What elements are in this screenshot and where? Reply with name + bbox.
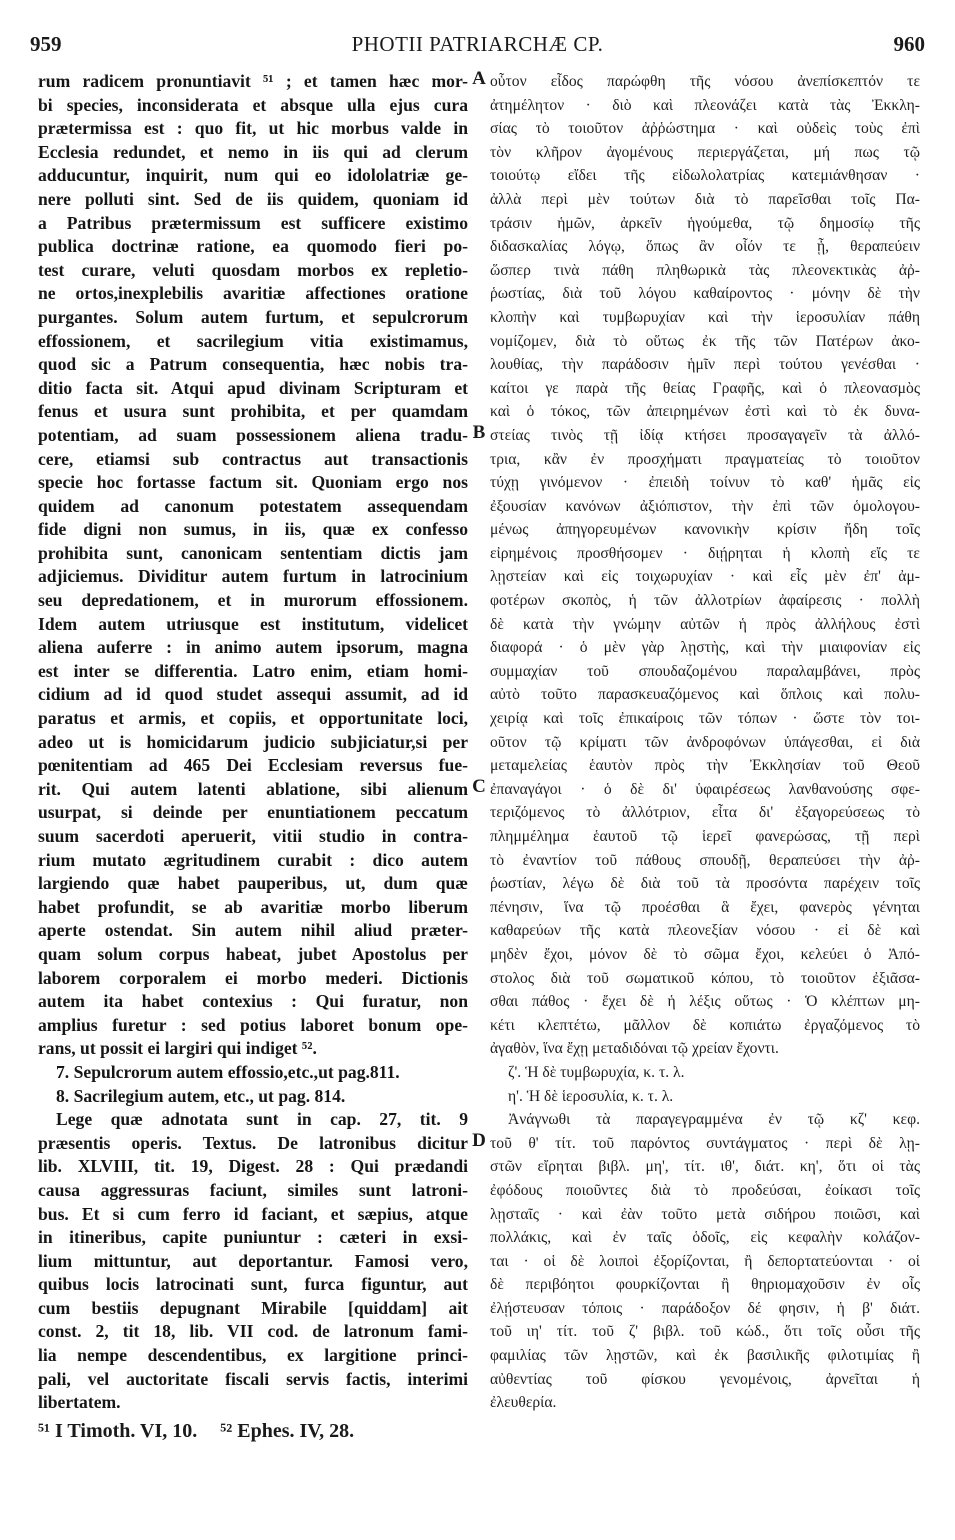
text-line: δὲ κατὰ τὴν γνώμην αὐτῶν ἡ πρὸς ἀλλήλους ἐστὶ <box>490 615 920 633</box>
page-number-left: 959 <box>30 32 62 56</box>
text-line: λῃσταῖς · καὶ ἐὰν τοῦτο μετὰ σιδήρου ποιῶσι, καὶ <box>490 1205 920 1223</box>
greek-column <box>490 70 920 1415</box>
text-line: σθαι πάθος · ἔχει δὲ ἡ λέξις οὕτως · Ὁ κλέπτων μη- <box>490 993 920 1011</box>
margin-letter-d: D <box>472 1130 486 1151</box>
text-line: ἐξουσίαν κανόνων ἀξιόπιστον, τὴν ἐπὶ τῶν ὁμολογου- <box>490 497 920 515</box>
text-line: aperte ostendat. Sin autem nihil aliud præter- <box>38 920 468 941</box>
text-line: ζ'. Ἡ δὲ τυμβωρυχία, κ. τ. λ. <box>508 1063 685 1081</box>
text-line: τεριζόμενος τὸ ἀλλότριον, εἶτα δι' ἐξαγορεύσεως τὸ <box>490 804 920 822</box>
text-line: μένως ἀπηγορευμένων κανονικὴν κρίσιν ἤδη τοῖς <box>490 521 920 539</box>
footnotes <box>38 1420 372 1443</box>
text-line: autem ita habet contexius : Qui furatur, non <box>38 991 468 1012</box>
text-line: lia nempe descendentibus, ex largitione princi- <box>38 1345 468 1366</box>
text-line: fenus et usura sunt prohibita, et per quamdam <box>38 401 468 422</box>
text-line: εἰρημένοις προσθήσομεν · διῄρηται ἡ κλοπὴ εἴς τε <box>490 544 920 562</box>
page-number-right: 960 <box>893 32 925 56</box>
text-line: σίας τὸ τοιοῦτον ἀῤῥώστημα · καὶ οὐδεὶς τοὺς ἐπὶ <box>490 120 920 138</box>
text-line: μεταμελείας ἑαυτὸν πρὸς τὴν Ἐκκλησίαν τοῦ Θεοῦ <box>490 757 920 775</box>
text-line: rum radicem pronuntiavit ⁵¹ ; et tamen hæc mor- <box>38 71 468 91</box>
text-line: test curare, veluti quosdam morbos ex repletio- <box>38 259 468 280</box>
text-line: 8. Sacrilegium autem, etc., ut pag. 814. <box>56 1085 346 1106</box>
text-line: ἐλῄστευσαν τόποις · παράδοξον δέ φησιν, ἡ β' διάτ. <box>490 1299 920 1317</box>
text-line: cum bestiis depugnant Mirabile [quiddam] ait <box>38 1297 468 1318</box>
text-line: διαφορά · ὁ μὲν γὰρ λῃστὴς, καὶ τὴν μιαιφονίαν εἰς <box>490 639 920 657</box>
text-line: quam solum corpus habeat, jubet Apostolus per <box>38 943 468 964</box>
text-line: χειρίᾳ καὶ τοῖς ἐπικαίροις τῶν τόπων · ὥστε τὸν τοι- <box>490 710 920 728</box>
text-line: lium mittuntur, aut deportantur. Famosi vero, <box>38 1250 468 1271</box>
text-line: τὸν κλῆρον ἀγομένους περιεργάζεται, μή πως τῷ <box>490 143 920 161</box>
text-line: στείας τινὸς τῇ ἰδίᾳ κτήσει προσαγαγεῖν τὰ ἀλλό- <box>490 426 920 444</box>
text-line: τρια, κἂν ἐν προσχήματι πραγματείας τὸ τοιοῦτον <box>490 450 920 468</box>
text-line: συμμαχίαν τοῦ σπουδαζομένου παραλαμβάνει, πρὸς <box>490 662 920 680</box>
text-line: τοῦ ιη' τίτ. τοῦ ζ' βιβλ. τοῦ κώδ., ὅτι τοῖς οὖσι τῆς <box>490 1323 920 1341</box>
text-line: λουθίας, τὴν παράδοσιν ἡμῖν περὶ τούτου γενέσθαι · <box>490 356 920 374</box>
text-line: in itineribus, capite puniuntur : cæteri in exsi- <box>38 1227 468 1248</box>
text-line: bus. Et si cum ferro id faciant, et sæpius, atque <box>38 1203 468 1224</box>
text-line: Ἀνάγνωθι τὰ παραγεγραμμένα ἐν τῷ κζ' κεφ. <box>508 1111 920 1129</box>
text-line: πένησιν, ἵνα τῷ προέσθαι ἃ ἔχει, φανερὸς γένηται <box>490 898 920 916</box>
text-line: καθαρεύων τῆς κατὰ πλεονεξίαν νόσου · εἰ δὲ καὶ <box>490 922 920 940</box>
footnote-51: ⁵¹ I Timoth. VI, 10. <box>38 1420 198 1442</box>
text-line: bi species, inconsiderata et absque ulla ejus cura <box>38 94 468 115</box>
text-line: οῦτον τῷ κρίματι τῶν ἀνδροφόνων ὑπάγεσθαι, εἰ διὰ <box>490 733 920 751</box>
margin-letter-a: A <box>472 68 486 89</box>
text-line: const. 2, tit 18, lib. VII cod. de latronum fami- <box>38 1321 468 1342</box>
text-line: potentiam, ad suam possessionem aliena tradu- <box>38 424 468 445</box>
text-line: τύχῃ γινόμενον · ἐπειδὴ τοίνυν τὸ καθ' ἡμᾶς εἰς <box>490 474 920 492</box>
text-line: φοτέρων σκοπὸς, ἡ τῶν ἀλλοτρίων ἀφαίρεσις · πολλὴ <box>490 592 920 610</box>
footnote-52: ⁵² Ephes. IV, 28. <box>220 1420 355 1442</box>
text-line: largiendo quæ habet pauperibus, ut, dum quæ <box>38 873 468 894</box>
text-line: nere polluti sint. Sed de iis quidem, quoniam id <box>38 188 468 209</box>
text-line: rans, ut possit ei largiri qui indiget ⁵². <box>38 1038 317 1059</box>
text-line: στῶν εἴρηται βιβλ. μη', τίτ. ιθ', διάτ. κη', ὅτι οἱ τὰς <box>490 1158 920 1176</box>
text-line: seu depredationem, et in murorum effossionem. <box>38 590 468 611</box>
text-line: quidem ad canonum potestatem assequendam <box>38 495 468 516</box>
text-line: ἀγαθὸν, ἵνα ἔχῃ μεταδιδόναι τῷ χρείαν ἔχοντι. <box>490 1040 779 1058</box>
text-line: adjiciemus. Dividitur autem furtum in latrocinium <box>38 566 468 587</box>
text-line: purgantes. Solum autem furtum, et sepulcrorum <box>38 306 468 327</box>
text-line: αὐτὸ τοῦτο παρασκευαζόμενος καὶ ὅπλοις καὶ πολυ- <box>490 686 920 704</box>
text-line: cidium ad id quod studet assequi assumit, ad id <box>38 684 468 705</box>
text-line: fide digni non sumus, in iis, quæ ex confesso <box>38 519 468 540</box>
text-line: ditio facta sit. Atqui apud divinam Scripturam et <box>38 377 468 398</box>
text-line: φαμιλίας τῶν λῃστῶν, καὶ ἐκ βασιλικῆς φιλοτιμίας ἢ <box>490 1347 920 1365</box>
text-line: prætermissa est : quo fit, ut hic morbus valde in <box>38 118 468 139</box>
text-line: ται · οἱ δὲ λοιποὶ ἐξορίζονται, ἢ δεπορτατεύονται · οἱ <box>490 1252 920 1270</box>
text-line: prohibita sunt, canonicam sententiam dictis jam <box>38 542 468 563</box>
page-header <box>30 32 925 62</box>
text-line: ἀτημέλητον · διὸ καὶ πλεονάζει κατὰ τὰς Ἐκκλη- <box>490 96 920 114</box>
latin-column <box>38 70 468 1415</box>
text-line: habet profundit, se ab avaritiæ morbo liberum <box>38 896 468 917</box>
text-line: αὐθεντίας τοῦ φίσκου γενομένοις, ἀρνεῖται ἡ <box>490 1370 920 1388</box>
text-line: Idem autem utriusque est institutum, videlicet <box>38 613 468 634</box>
text-line: pœnitentiam ad 465 Dei Ecclesiam reversus fue- <box>38 755 468 776</box>
text-line: libertatem. <box>38 1392 121 1413</box>
text-line: præsentis operis. Textus. De latronibus dicitur <box>38 1132 468 1153</box>
text-line: effossionem, et sacrilegium vitia existimamus, <box>38 330 468 351</box>
text-line: adducuntur, inquirit, num qui eo idololatriæ ge- <box>38 165 468 186</box>
text-line: aliena auferre : in animo autem ipsorum, magna <box>38 637 468 658</box>
text-line: ἐπαναγάγοι · ὁ δὲ δι' ὑφαιρέσεως λανθανούσης σφε- <box>490 780 920 798</box>
text-line: νομίζομεν, διὰ τὸ οὕτως ἐκ τῆς τῶν Πατέρων ἀκο- <box>490 332 920 350</box>
text-line: κέτι κλεπτέτω, μᾶλλον δὲ κοπιάτω ἐργαζόμενος τὸ <box>490 1016 920 1034</box>
text-line: adeo ut is homicidarum judicio subjiciatur,si per <box>38 731 468 752</box>
text-line: specie hoc fortasse factum sit. Quoniam ergo nos <box>38 472 468 493</box>
text-line: διδασκαλίας λόγῳ, ὅπως ἂν οἷόν τε ᾖ, θεραπεύειν <box>490 238 920 256</box>
text-line: suum sacerdoti aperuerit, vitii studio in contra- <box>38 826 468 846</box>
text-line: ῥωστίας, διὰ τοῦ λόγου καθαίροντος · μόνην δὲ τὴν <box>490 285 920 303</box>
text-line: κλοπὴν καὶ τυμβωρυχίαν καὶ τὴν ἱεροσυλίαν πάθη <box>490 308 920 326</box>
margin-letter-b: B <box>472 422 486 443</box>
text-line: laborem corporalem ei morbo mederi. Dictionis <box>38 967 468 988</box>
text-line: καίτοι γε παρὰ τῆς θείας Γραφῆς, καὶ ὁ πλεονασμὸς <box>490 379 920 397</box>
text-line: ἐφόδους ποιοῦντες διὰ τὸ προδεύσαι, ἐοίκασι τοῖς <box>490 1181 920 1199</box>
text-line: τοῦ θ' τίτ. τοῦ παρόντος συντάγματος · περὶ δὲ λῃ- <box>490 1134 920 1152</box>
text-line: οὗτον εἶδος παρώφθη τῆς νόσου ἀνεπίσκεπτόν τε <box>490 73 920 90</box>
running-title: PHOTII PATRIARCHÆ CP. <box>351 32 604 56</box>
text-line: publica doctrinæ ratione, ea quomodo fieri po- <box>38 236 468 257</box>
text-line: quod sic a Patrum consequentia, hæc nobis tra- <box>38 354 468 375</box>
text-line: a Patribus prætermissum est sufficere existimo <box>38 212 468 233</box>
text-line: est inter se differentia. Latro enim, etiam homi- <box>38 660 468 681</box>
text-line: 7. Sepulcrorum autem effossio,etc.,ut pag.811. <box>56 1061 400 1082</box>
text-line: ῥωστίαν, λέγω δὲ διὰ τοῦ τὰ προσόντα παρέχειν τοῖς <box>490 875 920 893</box>
text-line: pali, vel auctoritate fiscali servis factis, interimi <box>38 1368 468 1389</box>
text-line: ne ortos,inexplebilis avaritiæ affectiones oratione <box>38 283 468 304</box>
text-line: lib. XLVIII, tit. 19, Digest. 28 : Qui prædandi <box>38 1156 468 1177</box>
text-line: rium mutato ægritudinem curabit : dico autem <box>38 849 468 870</box>
text-line: πλημμέλημα ἑαυτοῦ τῷ ἱερεῖ φανερώσας, τῇ περὶ <box>490 828 920 845</box>
text-line: μηδὲν ἔχοι, μόνον δὲ τὸ σῶμα ἔχοι, κελεύει ὁ Ἀπό- <box>490 945 920 963</box>
text-line: causa aggressuras faciunt, similes sunt latroni- <box>38 1179 468 1200</box>
text-line: καὶ ὁ τόκος, τῶν ἀπειρημένων ἐστὶ καὶ τὸ ἐκ δυνα- <box>490 403 920 421</box>
text-line: paratus et armis, et copiis, et opportunitate loci, <box>38 708 468 729</box>
text-line: ὥσπερ τινὰ πάθη πληθωρικὰ τὰς πλεονεκτικὰς ἀῤ- <box>490 261 920 279</box>
text-line: quibus locis latrocinati sunt, furca figuntur, aut <box>38 1274 468 1295</box>
margin-letter-c: C <box>472 776 486 797</box>
text-line: usurpat, si deinde per enuntiationem peccatum <box>38 802 468 823</box>
text-line: cere, etiamsi sub contractus aut transactionis <box>38 448 468 469</box>
text-line: ἀλλὰ περὶ μὲν τούτων διὰ τὸ παρεῖσθαι τοῖς Πα- <box>490 190 920 208</box>
text-line: δὲ περιβόητοι φουρκίζονται ἢ θηριομαχοῦσιν ἐν οἷς <box>490 1276 920 1294</box>
text-line: τὸ ἐναντίον τοῦ πάθους σπουδῇ, θεραπεύσει τὴν ἀῤ- <box>490 851 920 869</box>
text-line: Ecclesia redundet, et nemo in iis qui ad clerum <box>38 141 468 162</box>
text-line: πολλάκις, καὶ ἐν ταῖς ὁδοῖς, εἰς κεφαλὴν κολάζον- <box>490 1229 920 1247</box>
text-line: Lege quæ adnotata sunt in cap. 27, tit. 9 <box>56 1109 468 1130</box>
text-line: τράσιν ἡμῶν, ἀρκεῖν ἡγούμεθα, τῷ δημοσίῳ τῆς <box>490 214 920 232</box>
text-line: στολος διὰ τοῦ σωματικοῦ κόπου, τὸ τοιοῦτον ἐξιᾶσα- <box>490 969 920 987</box>
text-line: amplius furetur : sed potius laboret bonum ope- <box>38 1014 468 1035</box>
text-line: rit. Qui autem latenti ablatione, sibi alienum <box>38 778 468 799</box>
text-line: λῃστείαν καὶ εἰς τοιχωρυχίαν · καὶ εἷς μὲν ἐπ' ἀμ- <box>490 568 920 586</box>
text-line: η'. Ἡ δὲ ἱεροσυλία, κ. τ. λ. <box>508 1087 674 1105</box>
text-line: τοιούτῳ εἴδει τῆς εἰδωλολατρίας κατεμιάνθησαν · <box>490 167 920 185</box>
text-line: ἐλευθερία. <box>490 1394 557 1412</box>
